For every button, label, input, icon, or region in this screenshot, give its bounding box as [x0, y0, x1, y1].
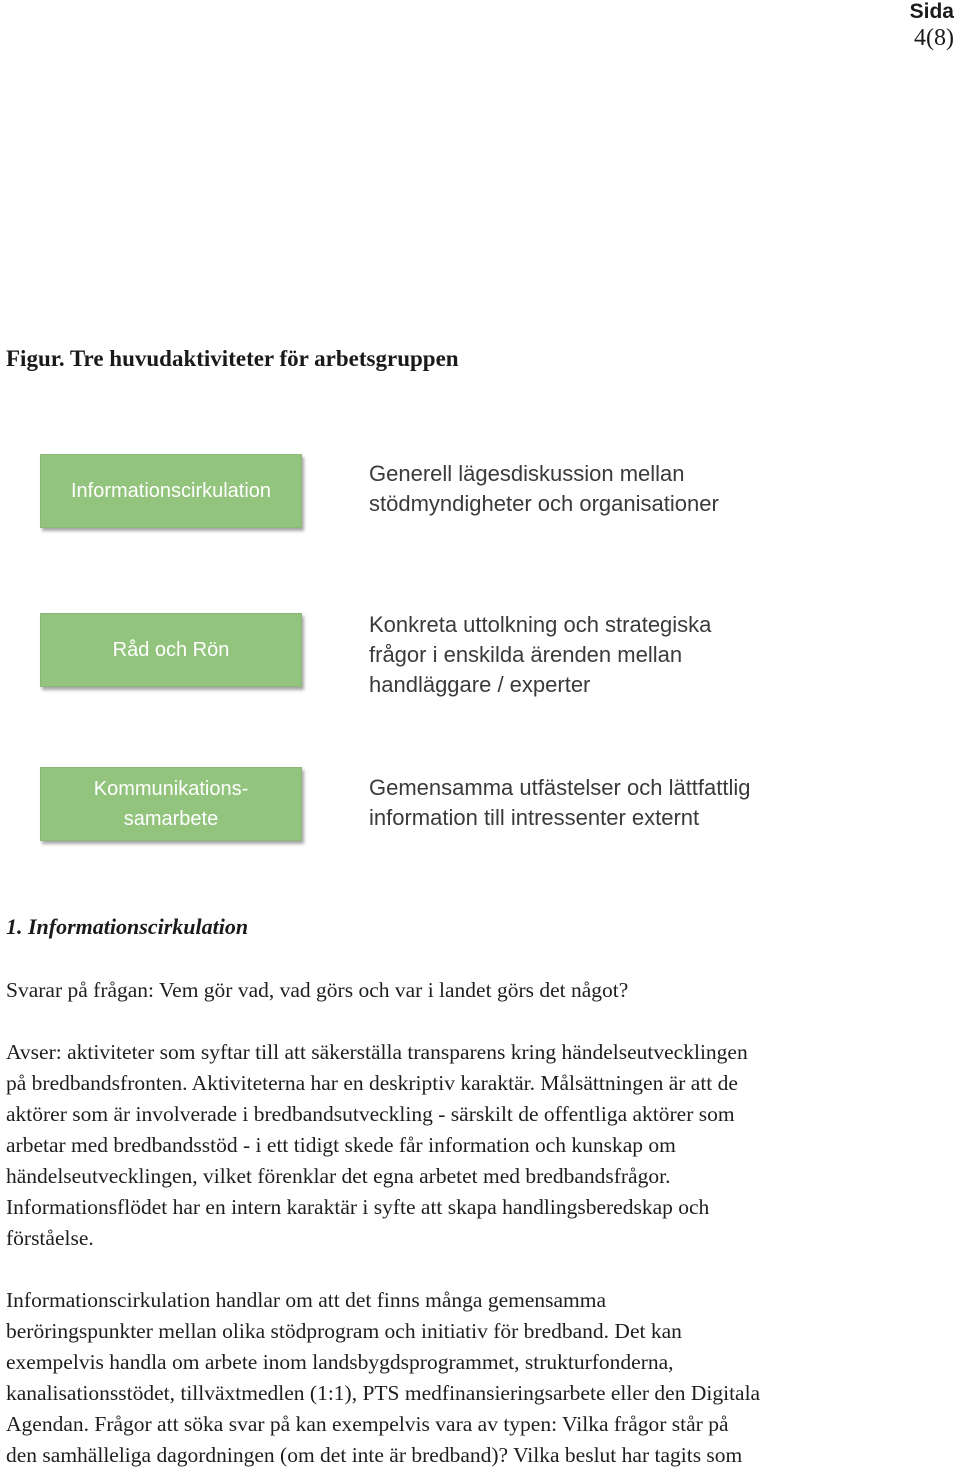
activity-box-label: samarbete [123, 808, 219, 830]
description-line: Gemensamma utfästelser och lättfattlig [369, 775, 751, 800]
paragraph-line: den samhälleliga dagordningen (om det inte är bredband)? Vilka beslut har tagits som [6, 1443, 743, 1467]
paragraph-line: på bredbandsfronten. Aktiviteterna har en deskriptiv karaktär. Målsättningen är att de [6, 1071, 738, 1095]
description-line: Generell lägesdiskussion mellan [369, 461, 685, 486]
paragraph-line: beröringspunkter mellan olika stödprogram och initiativ för bredband. Det kan [6, 1319, 682, 1343]
activity-box-rad-och-ron [40, 613, 302, 687]
paragraph-line: aktörer som är involverade i bredbandsutveckling - särskilt de offentliga aktörer som [6, 1102, 735, 1126]
description-line: handläggare / experter [369, 672, 591, 697]
description-line: frågor i enskilda ärenden mellan [369, 642, 683, 667]
page-header [910, 0, 954, 52]
paragraph-line: exempelvis handla om arbete inom landsbygdsprogrammet, strukturfonderna, [6, 1350, 674, 1374]
paragraph-line: Svarar på frågan: Vem gör vad, vad görs och var i landet görs det något? [6, 978, 629, 1002]
activity-description [369, 773, 751, 833]
activity-box-kommunikationssamarbete [40, 767, 302, 841]
page-label: Sida [909, 0, 954, 23]
paragraph-line: Agendan. Frågor att söka svar på kan exempelvis vara av typen: Vilka frågor står på [6, 1412, 729, 1436]
description-line: Konkreta uttolkning och strategiska [369, 612, 712, 637]
paragraph-line: Informationscirkulation handlar om att det finns många gemensamma [6, 1288, 607, 1312]
activity-description [369, 610, 711, 700]
activity-box-informationscirkulation [40, 454, 302, 528]
activity-box-label: Informationscirkulation [70, 480, 272, 502]
figure-title: Figur. Tre huvudaktiviteter för arbetsgruppen [6, 346, 459, 371]
paragraph-line: arbetar med bredbandsstöd - i ett tidigt skede får information och kunskap om [6, 1133, 676, 1157]
description-line: information till intressenter externt [369, 805, 700, 830]
description-line: stödmyndigheter och organisationer [369, 491, 719, 516]
paragraph-line: händelseutvecklingen, vilket förenklar det egna arbetet med bredbandsfrågor. [6, 1164, 671, 1188]
activity-description [369, 459, 719, 519]
paragraph [6, 1285, 760, 1471]
paragraph-line: förståelse. [6, 1226, 94, 1250]
activity-box-label: Kommunikations- [93, 778, 249, 800]
paragraph [6, 975, 628, 1006]
paragraph-line: Avser: aktiviteter som syftar till att säkerställa transparens kring händelseutvecklingen [6, 1040, 748, 1064]
page-number: 4(8) [914, 25, 954, 51]
paragraph-line: kanalisationsstödet, tillväxtmedlen (1:1), PTS medfinansieringsarbete eller den Digitala [6, 1381, 761, 1405]
activity-box-label: Råd och Rön [112, 639, 230, 661]
paragraph [6, 1037, 748, 1254]
paragraph-line: Informationsflödet har en intern karaktär i syfte att skapa handlingsberedskap och [6, 1195, 710, 1219]
section-heading: 1. Informationscirkulation [6, 914, 249, 939]
